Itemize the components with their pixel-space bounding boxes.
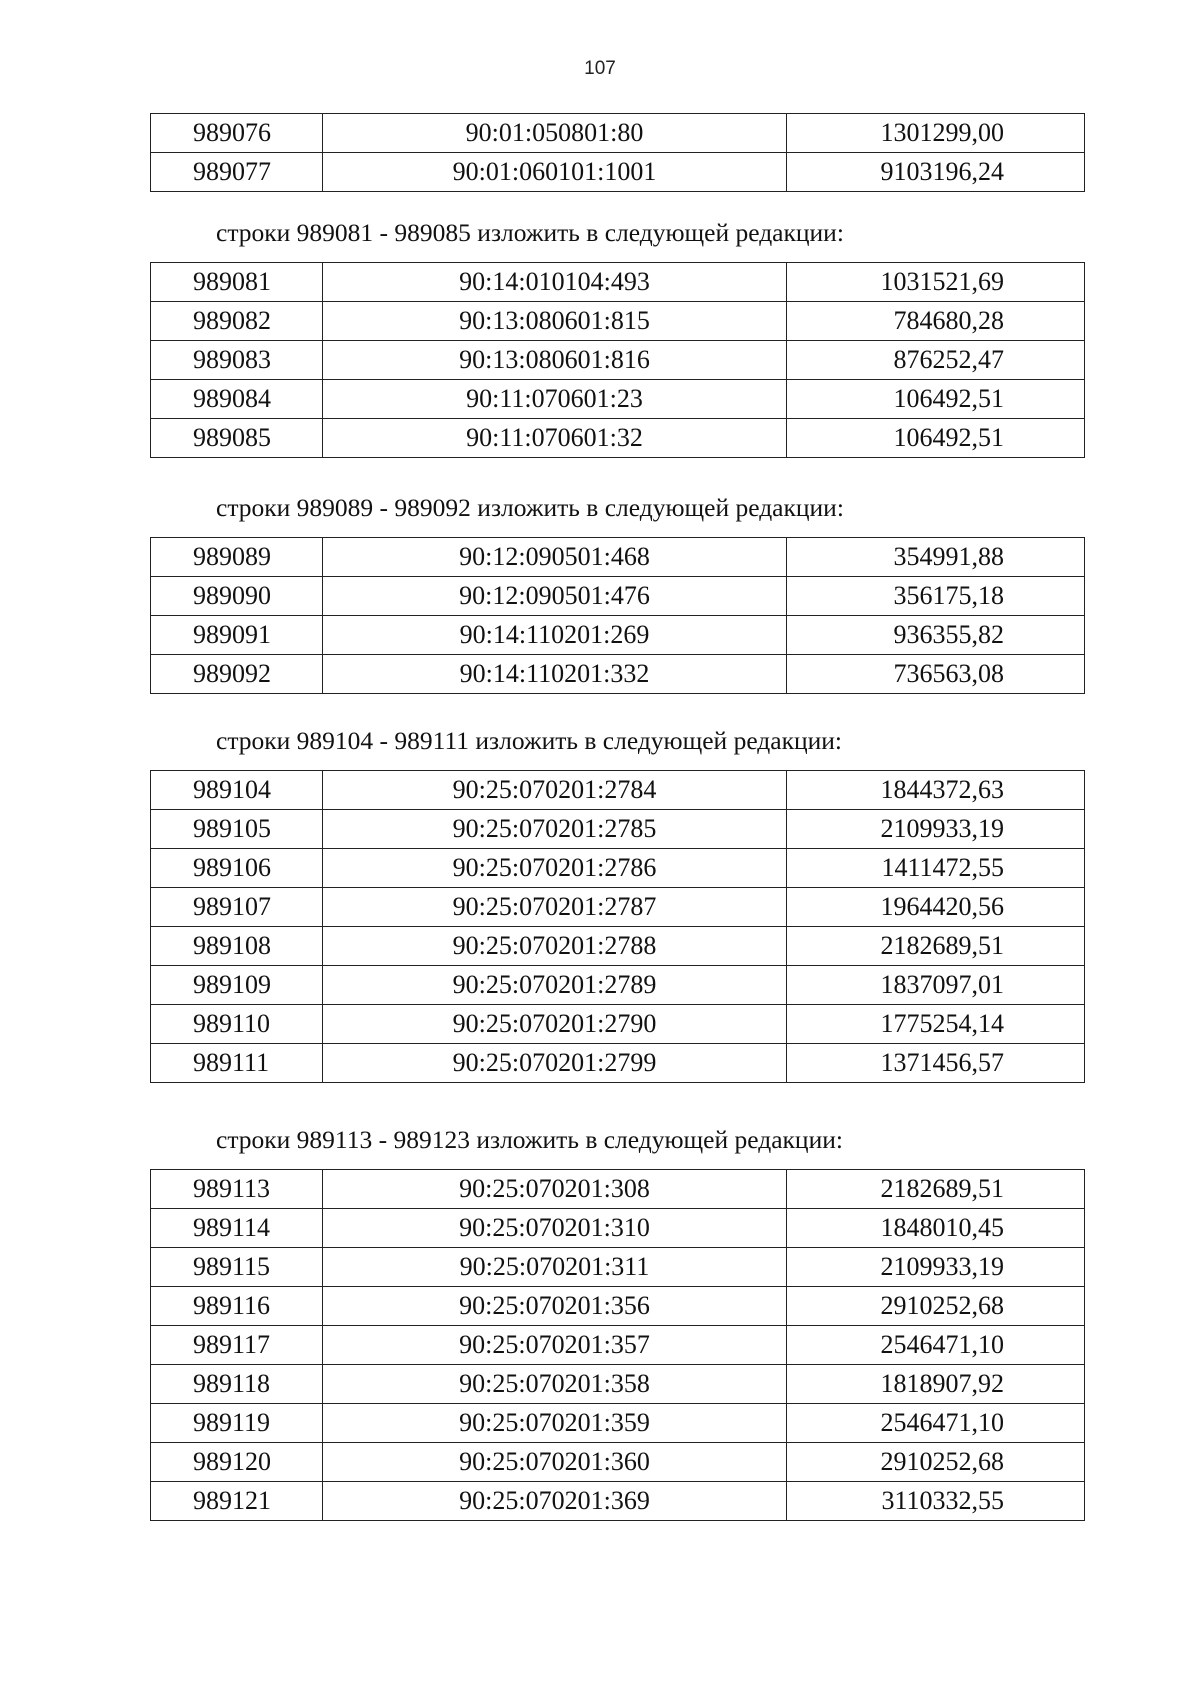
row-code: 989104 <box>151 771 323 810</box>
section-1 <box>150 218 1084 458</box>
row-value: 1848010,45 <box>787 1209 1085 1248</box>
table-row <box>151 1482 1085 1521</box>
table-row <box>151 1365 1085 1404</box>
row-cadastral-number: 90:25:070201:2787 <box>323 888 787 927</box>
row-value: 1371456,57 <box>787 1044 1085 1083</box>
row-code: 989105 <box>151 810 323 849</box>
row-value: 1411472,55 <box>787 849 1085 888</box>
row-code: 989077 <box>151 153 323 192</box>
row-value: 3110332,55 <box>787 1482 1085 1521</box>
row-code: 989076 <box>151 114 323 153</box>
row-cadastral-number: 90:25:070201:310 <box>323 1209 787 1248</box>
table-row <box>151 771 1085 810</box>
table-row <box>151 655 1085 694</box>
row-code: 989116 <box>151 1287 323 1326</box>
row-value: 9103196,24 <box>787 153 1085 192</box>
row-code: 989108 <box>151 927 323 966</box>
row-code: 989115 <box>151 1248 323 1287</box>
table-row <box>151 263 1085 302</box>
table-row <box>151 419 1085 458</box>
row-cadastral-number: 90:13:080601:815 <box>323 302 787 341</box>
row-cadastral-number: 90:25:070201:2799 <box>323 1044 787 1083</box>
row-cadastral-number: 90:25:070201:2785 <box>323 810 787 849</box>
row-code: 989090 <box>151 577 323 616</box>
table-row <box>151 1044 1085 1083</box>
table-row <box>151 538 1085 577</box>
page-number: 107 <box>584 58 616 79</box>
section-instruction: строки 989089 - 989092 изложить в следующей редакции: <box>216 493 844 522</box>
row-cadastral-number: 90:01:060101:1001 <box>323 153 787 192</box>
row-cadastral-number: 90:25:070201:358 <box>323 1365 787 1404</box>
row-code: 989111 <box>151 1044 323 1083</box>
table-row <box>151 1209 1085 1248</box>
table-row <box>151 114 1085 153</box>
table-row <box>151 1326 1085 1365</box>
row-code: 989120 <box>151 1443 323 1482</box>
row-value: 2910252,68 <box>787 1443 1085 1482</box>
row-code: 989083 <box>151 341 323 380</box>
row-cadastral-number: 90:25:070201:357 <box>323 1326 787 1365</box>
section-4 <box>150 1125 1084 1521</box>
row-cadastral-number: 90:25:070201:369 <box>323 1482 787 1521</box>
table-row <box>151 302 1085 341</box>
row-value: 2109933,19 <box>787 810 1085 849</box>
row-value: 784680,28 <box>787 302 1085 341</box>
data-table-1 <box>150 262 1085 458</box>
row-value: 936355,82 <box>787 616 1085 655</box>
row-code: 989106 <box>151 849 323 888</box>
table-row <box>151 616 1085 655</box>
row-cadastral-number: 90:11:070601:32 <box>323 419 787 458</box>
row-cadastral-number: 90:12:090501:476 <box>323 577 787 616</box>
row-code: 989109 <box>151 966 323 1005</box>
table-row <box>151 966 1085 1005</box>
section-3 <box>150 726 1084 1083</box>
table-row <box>151 577 1085 616</box>
row-cadastral-number: 90:25:070201:2789 <box>323 966 787 1005</box>
row-code: 989119 <box>151 1404 323 1443</box>
row-value: 106492,51 <box>787 380 1085 419</box>
row-cadastral-number: 90:25:070201:2790 <box>323 1005 787 1044</box>
row-cadastral-number: 90:14:010104:493 <box>323 263 787 302</box>
table-row <box>151 1443 1085 1482</box>
row-cadastral-number: 90:12:090501:468 <box>323 538 787 577</box>
section-2 <box>150 493 1084 694</box>
table-row <box>151 1287 1085 1326</box>
row-value: 1844372,63 <box>787 771 1085 810</box>
row-value: 2182689,51 <box>787 1170 1085 1209</box>
section-instruction: строки 989081 - 989085 изложить в следующей редакции: <box>216 218 844 247</box>
table-row <box>151 927 1085 966</box>
row-cadastral-number: 90:25:070201:308 <box>323 1170 787 1209</box>
row-code: 989118 <box>151 1365 323 1404</box>
row-cadastral-number: 90:25:070201:360 <box>323 1443 787 1482</box>
row-value: 2546471,10 <box>787 1404 1085 1443</box>
table-row <box>151 380 1085 419</box>
row-value: 1301299,00 <box>787 114 1085 153</box>
row-cadastral-number: 90:25:070201:356 <box>323 1287 787 1326</box>
row-cadastral-number: 90:13:080601:816 <box>323 341 787 380</box>
row-code: 989092 <box>151 655 323 694</box>
row-code: 989089 <box>151 538 323 577</box>
row-code: 989121 <box>151 1482 323 1521</box>
data-table-2 <box>150 537 1085 694</box>
row-cadastral-number: 90:25:070201:311 <box>323 1248 787 1287</box>
row-value: 876252,47 <box>787 341 1085 380</box>
data-table-3 <box>150 770 1085 1083</box>
section-instruction: строки 989113 - 989123 изложить в следующей редакции: <box>216 1125 843 1154</box>
table-row <box>151 1248 1085 1287</box>
row-cadastral-number: 90:01:050801:80 <box>323 114 787 153</box>
table-row <box>151 1005 1085 1044</box>
table-row <box>151 1404 1085 1443</box>
row-code: 989081 <box>151 263 323 302</box>
row-value: 1031521,69 <box>787 263 1085 302</box>
row-code: 989110 <box>151 1005 323 1044</box>
row-cadastral-number: 90:14:110201:332 <box>323 655 787 694</box>
row-cadastral-number: 90:25:070201:2786 <box>323 849 787 888</box>
row-value: 1964420,56 <box>787 888 1085 927</box>
data-table-0 <box>150 113 1085 192</box>
section-instruction: строки 989104 - 989111 изложить в следующей редакции: <box>216 726 843 755</box>
row-value: 2546471,10 <box>787 1326 1085 1365</box>
row-value: 1775254,14 <box>787 1005 1085 1044</box>
row-value: 354991,88 <box>787 538 1085 577</box>
row-code: 989085 <box>151 419 323 458</box>
table-row <box>151 1170 1085 1209</box>
row-value: 1818907,92 <box>787 1365 1085 1404</box>
row-code: 989091 <box>151 616 323 655</box>
row-code: 989113 <box>151 1170 323 1209</box>
row-code: 989107 <box>151 888 323 927</box>
table-row <box>151 810 1085 849</box>
row-cadastral-number: 90:14:110201:269 <box>323 616 787 655</box>
data-table-4 <box>150 1169 1085 1521</box>
table-row <box>151 341 1085 380</box>
table-row <box>151 849 1085 888</box>
row-value: 2109933,19 <box>787 1248 1085 1287</box>
row-value: 106492,51 <box>787 419 1085 458</box>
row-code: 989084 <box>151 380 323 419</box>
table-row <box>151 153 1085 192</box>
row-value: 736563,08 <box>787 655 1085 694</box>
row-cadastral-number: 90:11:070601:23 <box>323 380 787 419</box>
row-code: 989114 <box>151 1209 323 1248</box>
row-value: 1837097,01 <box>787 966 1085 1005</box>
row-value: 2182689,51 <box>787 927 1085 966</box>
row-cadastral-number: 90:25:070201:2784 <box>323 771 787 810</box>
table-row <box>151 888 1085 927</box>
row-code: 989082 <box>151 302 323 341</box>
row-value: 2910252,68 <box>787 1287 1085 1326</box>
row-value: 356175,18 <box>787 577 1085 616</box>
row-code: 989117 <box>151 1326 323 1365</box>
section-0 <box>150 113 1084 192</box>
row-cadastral-number: 90:25:070201:359 <box>323 1404 787 1443</box>
row-cadastral-number: 90:25:070201:2788 <box>323 927 787 966</box>
